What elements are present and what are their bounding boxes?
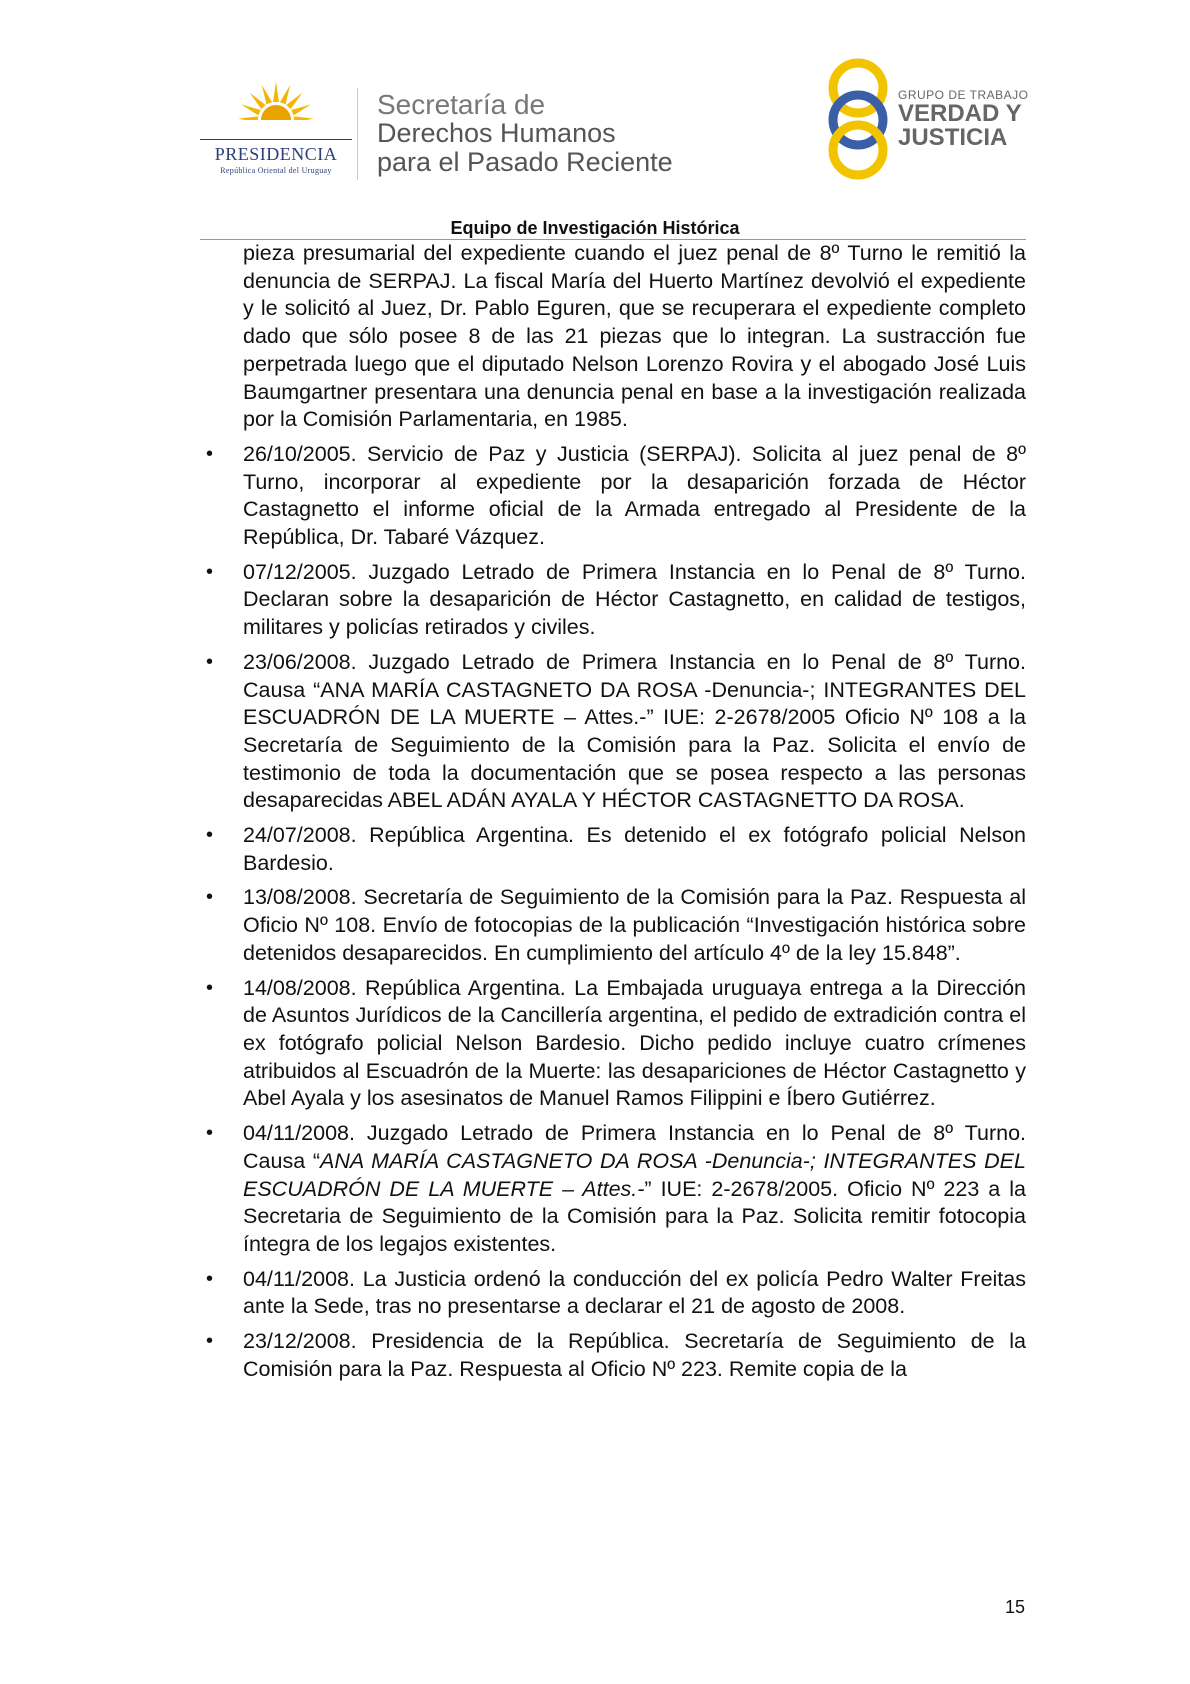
list-item-text: 04/11/2008. La Justicia ordenó la conducción del ex policía Pedro Walter Freitas ante la Sede, tras no presentarse a declarar el 21 de agosto de 2008. (243, 1266, 1026, 1319)
secretaria-line-1: Secretaría de (377, 89, 546, 120)
list-item-text (243, 1120, 1026, 1259)
list-item (206, 1266, 1026, 1321)
secretaria-logo-text (377, 90, 673, 177)
list-item (206, 649, 1026, 815)
presidencia-rule (200, 139, 352, 140)
text-segment: 04/11/2008. Juzgado Letrado de Primera Instancia en lo Penal de 8º Turno. Causa “ (243, 1121, 1026, 1173)
list-item (206, 559, 1026, 642)
header-divider (357, 88, 358, 180)
text-segment: ” IUE: 2-2678/2005. Oficio Nº 223 a la Secretaria de Seguimiento de la Comisión para la Paz. Solicita remitir fotocopia íntegra de los legajos existentes. (243, 1176, 1026, 1256)
list-item (206, 884, 1026, 967)
presidencia-name: PRESIDENCIA (214, 144, 338, 164)
page-number: 15 (1005, 1597, 1026, 1617)
page-header (0, 0, 1190, 238)
list-item-text: 26/10/2005. Servicio de Paz y Justicia (SERPAJ). Solicita al juez penal de 8º Turno, incorporar al expediente por la desaparición forzada de Héctor Castagnetto el informe oficial de la Armada entregado al Presidente de la República, Dr. Tabaré Vázquez. (243, 441, 1026, 550)
secretaria-line-3: para el Pasado Reciente (377, 147, 673, 177)
list-item (206, 1120, 1026, 1259)
sun-emblem-icon (238, 80, 314, 138)
list-item-text: 07/12/2005. Juzgado Letrado de Primera Instancia en lo Penal de 8º Turno. Declaran sobre la desaparición de Héctor Castagnetto, en calidad de testigos, militares y policías retirados y civiles. (243, 559, 1026, 640)
presidencia-subtitle: República Oriental del Uruguay (220, 166, 332, 175)
grupo-line-3: JUSTICIA (898, 124, 1008, 151)
list-item (206, 1328, 1026, 1383)
presidencia-logo (196, 80, 356, 180)
page-subtitle: Equipo de Investigación Histórica (450, 218, 740, 238)
bullet-icon: • (206, 824, 214, 847)
bullet-icon: • (206, 1330, 214, 1353)
bullet-icon: • (206, 650, 214, 673)
bullet-icon: • (206, 1122, 214, 1145)
list-item-text: 23/12/2008. Presidencia de la República. Secretaría de Seguimiento de la Comisión para la Paz. Respuesta al Oficio Nº 223. Remite copia de la (243, 1329, 1026, 1381)
grupo-line-1: GRUPO DE TRABAJO (898, 88, 1029, 102)
grupo-line-2: VERDAD Y (898, 100, 1022, 127)
list-item (206, 822, 1026, 877)
list-item-text: 14/08/2008. República Argentina. La Embajada uruguaya entrega a la Dirección de Asuntos Jurídicos de la Cancillería argentina, el pedido de extradición contra el ex fotógrafo policial Nelson Bardesio. Dicho pedido incluye cuatro crímenes atribuidos al Escuadrón de la Muerte: las desapariciones de Héctor Castagnetto y Abel Ayala y los asesinatos de Manuel Ramos Filippini e Íbero Gutiérrez. (243, 975, 1026, 1111)
list-item-text: 24/07/2008. República Argentina. Es detenido el ex fotógrafo policial Nelson Bardesio. (243, 823, 1026, 875)
intro-paragraph: pieza presumarial del expediente cuando el juez penal de 8º Turno le remitió la denuncia de SERPAJ. La fiscal María del Huerto Martínez devolvió el expediente y le solicitó al Juez, Dr. Pablo Eguren, que se recuperara el expediente completo dado que sólo posee 8 de las 21 piezas que lo integran. La sustracción fue perpetrada luego que el diputado Nelson Lorenzo Rovira y el abogado José Luis Baumgartner presentara una denuncia penal en base a la investigación realizada por la Comisión Parlamentaria, en 1985. (243, 241, 1026, 432)
linked-rings-icon (820, 58, 896, 180)
case-title-italic: ANA MARÍA CASTAGNETO DA ROSA -Denuncia-; INTEGRANTES DEL ESCUADRÓN DE LA MUERTE – Attes.- (243, 1148, 1026, 1201)
bullet-icon: • (206, 886, 214, 909)
list-item-text: 13/08/2008. Secretaría de Seguimiento de la Comisión para la Paz. Respuesta al Oficio Nº 108. Envío de fotocopias de la publicación “Investigación histórica sobre detenidos desaparecidos. En cumplimiento del artículo 4º de la ley 15.848”. (243, 885, 1026, 965)
bullet-icon: • (206, 442, 214, 465)
list-item-text: 23/06/2008. Juzgado Letrado de Primera Instancia en lo Penal de 8º Turno. Causa “ANA MARÍA CASTAGNETO DA ROSA -Denuncia-; INTEGRANTES DEL ESCUADRÓN DE LA MUERTE – Attes.-” IUE: 2-2678/2005 Oficio Nº 108 a la Secretaría de Seguimiento de la Comisión para la Paz. Solicita el envío de testimonio de toda la documentación que se posea respecto a las personas desaparecidas ABEL ADÁN AYALA Y HÉCTOR CASTAGNETTO DA ROSA. (243, 649, 1026, 813)
bullet-icon: • (206, 560, 214, 583)
grupo-trabajo-logo (820, 58, 1030, 180)
list-item (206, 975, 1026, 1114)
document-body (206, 240, 1026, 1383)
bullet-icon: • (206, 1267, 214, 1290)
secretaria-line-2: Derechos Humanos (377, 118, 616, 148)
list-item (206, 441, 1026, 552)
bullet-icon: • (206, 976, 214, 999)
